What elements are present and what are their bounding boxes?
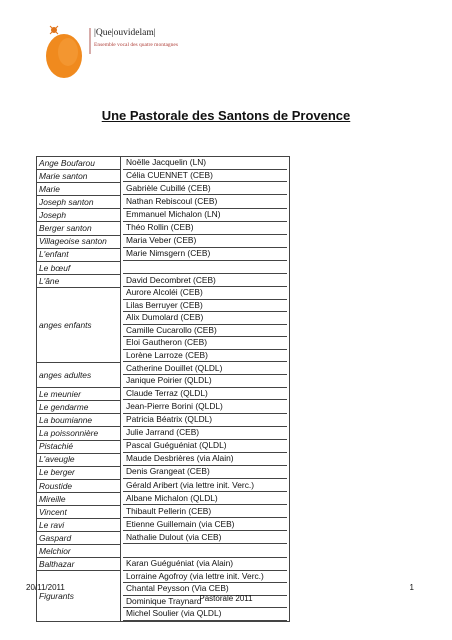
role-cell: L'enfant <box>37 248 121 261</box>
role-cell: Marie <box>37 183 121 196</box>
actors-cell <box>121 401 290 414</box>
cast-row <box>37 209 290 222</box>
role-cell: Joseph santon <box>37 196 121 209</box>
actor-name: Karan Guéguéniat (via Alain) <box>123 558 287 571</box>
actors-cell <box>121 157 290 170</box>
actor-name: Maude Desbrières (via Alain) <box>123 453 287 466</box>
actors-cell <box>121 414 290 427</box>
actor-name: Noëlle Jacquelin (LN) <box>123 157 287 170</box>
actors-cell <box>121 287 290 362</box>
actor-name: Lilas Berruyer (CEB) <box>123 300 287 313</box>
actors-cell <box>121 170 290 183</box>
actors-cell <box>121 492 290 505</box>
actors-cell <box>121 388 290 401</box>
actors-cell <box>121 519 290 532</box>
actor-name: Célia CUENNET (CEB) <box>123 170 287 183</box>
role-cell: Joseph <box>37 209 121 222</box>
document-title: Une Pastorale des Santons de Provence <box>101 108 351 123</box>
cast-row <box>37 479 290 492</box>
actor-name: Albane Michalon (QLDL) <box>123 493 287 506</box>
actor-name: Marie Nimsgern (CEB) <box>123 248 287 261</box>
actors-cell <box>121 362 290 387</box>
role-cell: Gaspard <box>37 532 121 545</box>
actors-cell <box>121 479 290 492</box>
cast-row <box>37 170 290 183</box>
role-cell: Marie santon <box>37 170 121 183</box>
cast-row <box>37 362 290 387</box>
actor-name: Lorraine Agofroy (via lettre init. Verc.) <box>123 571 287 584</box>
actor-name: Etienne Guillemain (via CEB) <box>123 519 287 532</box>
cast-row <box>37 248 290 261</box>
cast-row <box>37 274 290 287</box>
actors-cell <box>121 196 290 209</box>
actors-cell <box>121 222 290 235</box>
actor-name: Lorène Larroze (CEB) <box>123 350 287 363</box>
role-cell: Villageoise santon <box>37 235 121 248</box>
role-cell: Figurants <box>37 571 121 622</box>
sun-logo-icon <box>44 20 94 80</box>
actor-name: Patricia Béatrix (QLDL) <box>123 414 287 427</box>
actors-cell <box>121 235 290 248</box>
cast-row <box>37 401 290 414</box>
actors-cell <box>121 248 290 261</box>
actor-name: Janique Poirier (QLDL) <box>123 375 287 388</box>
actor-name: Alix Dumolard (CEB) <box>123 312 287 325</box>
actor-name: Eloi Gautheron (CEB) <box>123 337 287 350</box>
logo-tagline: Ensemble vocal des quatre montagnes <box>94 42 179 48</box>
role-cell: Le meunier <box>37 388 121 401</box>
actor-name: Denis Grangeat (CEB) <box>123 466 287 479</box>
actor-name: Nathalie Dulout (via CEB) <box>123 532 287 545</box>
actors-cell <box>121 453 290 466</box>
role-cell: L'âne <box>37 274 121 287</box>
cast-row <box>37 492 290 505</box>
role-cell: Vincent <box>37 505 121 518</box>
footer-page-number: 1 <box>409 583 414 592</box>
actor-name: Dominique Traynard <box>123 596 287 609</box>
cast-row <box>37 222 290 235</box>
role-cell: Le berger <box>37 466 121 479</box>
actor-name: Nathan Rebiscoul (CEB) <box>123 196 287 209</box>
actor-name: Maria Veber (CEB) <box>123 235 287 248</box>
cast-row <box>37 287 290 362</box>
cast-row <box>37 183 290 196</box>
cast-row <box>37 440 290 453</box>
cast-row <box>37 466 290 479</box>
logo-name: |Que|ouvidelam| <box>94 28 156 38</box>
role-cell: Ange Boufarou <box>37 157 121 170</box>
actor-name <box>123 262 287 275</box>
actors-cell <box>121 532 290 545</box>
cast-row <box>37 157 290 170</box>
actor-name: Julie Jarrand (CEB) <box>123 427 287 440</box>
cast-row <box>37 558 290 571</box>
actors-cell <box>121 274 290 287</box>
cast-row <box>37 414 290 427</box>
actor-name: Emmanuel Michalon (LN) <box>123 209 287 222</box>
actors-cell <box>121 558 290 571</box>
actors-cell <box>121 427 290 440</box>
actor-name: Gérald Aribert (via lettre init. Verc.) <box>123 480 287 493</box>
actor-name <box>123 545 287 558</box>
cast-row <box>37 388 290 401</box>
actors-cell <box>121 209 290 222</box>
role-cell: L'aveugle <box>37 453 121 466</box>
role-cell: La poissonnière <box>37 427 121 440</box>
role-cell: Melchior <box>37 545 121 558</box>
cast-row <box>37 532 290 545</box>
actor-name: Pascal Guéguéniat (QLDL) <box>123 440 287 453</box>
actor-name: Michel Soulier (via QLDL) <box>123 608 287 621</box>
role-cell: Le gendarme <box>37 401 121 414</box>
footer-date: 20/11/2011 <box>26 583 65 592</box>
role-cell: anges adultes <box>37 362 121 387</box>
actor-name: Jean-Pierre Borini (QLDL) <box>123 401 287 414</box>
actors-cell <box>121 545 290 558</box>
role-cell: Mireille <box>37 492 121 505</box>
cast-row <box>37 519 290 532</box>
role-cell: anges enfants <box>37 287 121 362</box>
cast-row <box>37 196 290 209</box>
cast-row <box>37 261 290 274</box>
actor-name: Théo Rollin (CEB) <box>123 222 287 235</box>
actor-name: Aurore Alcoléi (CEB) <box>123 287 287 300</box>
actor-name: David Decombret (CEB) <box>123 275 287 288</box>
actors-cell <box>121 466 290 479</box>
role-cell: Roustide <box>37 479 121 492</box>
role-cell: La boumianne <box>37 414 121 427</box>
actor-name: Chantal Peysson (Via CEB) <box>123 583 287 596</box>
footer-center-text: Pastorale 2011 <box>199 594 253 603</box>
actors-cell <box>121 183 290 196</box>
role-cell: Le ravi <box>37 519 121 532</box>
actor-name: Thibault Pellerin (CEB) <box>123 506 287 519</box>
actor-name: Camille Cucarollo (CEB) <box>123 325 287 338</box>
cast-row <box>37 505 290 518</box>
logo <box>44 20 179 80</box>
actor-name: Gabrièle Cubillé (CEB) <box>123 183 287 196</box>
cast-row <box>37 427 290 440</box>
actor-name: Claude Terraz (QLDL) <box>123 388 287 401</box>
actors-cell <box>121 261 290 274</box>
cast-row <box>37 235 290 248</box>
actor-name: Catherine Douillet (QLDL) <box>123 363 287 376</box>
role-cell: Le bœuf <box>37 261 121 274</box>
role-cell: Pistachié <box>37 440 121 453</box>
actors-cell <box>121 440 290 453</box>
cast-table <box>36 156 290 622</box>
actors-cell <box>121 505 290 518</box>
cast-row <box>37 453 290 466</box>
cast-row <box>37 545 290 558</box>
role-cell: Balthazar <box>37 558 121 571</box>
role-cell: Berger santon <box>37 222 121 235</box>
